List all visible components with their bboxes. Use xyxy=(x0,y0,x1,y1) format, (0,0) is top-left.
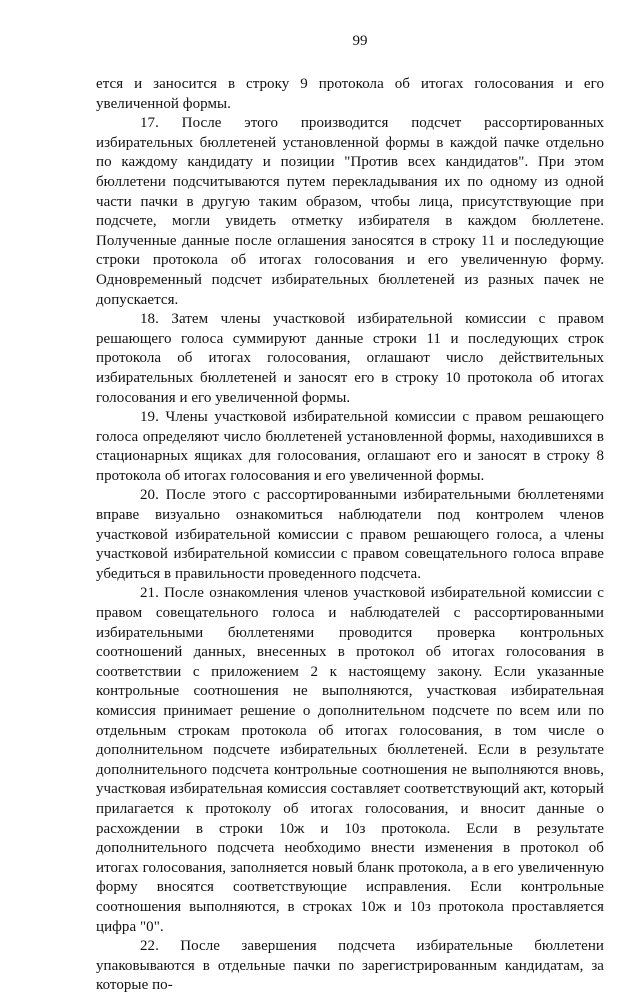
page-number: 99 xyxy=(352,33,368,49)
paragraph-continuation: ется и заносится в строку 9 протокола об итогах голосования и его увеличенной формы. xyxy=(96,76,604,112)
paragraph-17: 17. После этого производится подсчет рассортированных избирательных бюллетеней установленной формы в каждой пачке отдельно по каждому кандидату и позиции "Против всех кандидатов". При этом бюллетени подсчитываются путем перекладывания их по одному из одной части пачки в другую таким образом, чтобы лица, присутствующие при подсчете, могли увидеть отметку избирателя в каждом бюллетене. Полученные данные после оглашения заносятся в строку 11 и последующие строки протокола об итогах голосования и его увеличенную форму. Одновременный подсчет избирательных бюллетеней из разных пачек не допускается. xyxy=(96,115,604,308)
paragraph-18: 18. Затем члены участковой избирательной комиссии с правом решающего голоса суммируют данные строки 11 и последующих строк протокола об итогах голосования, оглашают число действительных избирательных бюллетеней и заносят его в строку 10 протокола об итогах голосования и его увеличенной формы. xyxy=(96,311,604,406)
paragraph-19: 19. Члены участковой избирательной комиссии с правом решающего голоса определяют число бюллетеней установленной формы, находившихся в стационарных ящиках для голосования, оглашают его и заносят в строку 8 протокола об итогах голосования и его увеличенной формы. xyxy=(96,409,604,484)
paragraph-20: 20. После этого с рассортированными избирательными бюллетенями вправе визуально ознакомиться наблюдатели под контролем членов участковой избирательной комиссии с правом решающего голоса, а члены участковой избирательной комиссии с правом совещательного голоса вправе убедиться в правильности проведенного подсчета. xyxy=(96,487,604,582)
document-page xyxy=(96,32,604,996)
paragraph-22: 22. После завершения подсчета избирательные бюллетени упаковываются в отдельные пачки по зарегистрированным кандидатам, за которые по- xyxy=(96,938,604,994)
paragraph-21: 21. После ознакомления членов участковой избирательной комиссии с правом совещательного голоса и наблюдателей с рассортированными избирательными бюллетенями проводится проверка контрольных соотношений данных, внесенных в протокол об итогах голосования в соответствии с приложением 2 к настоящему закону. Если указанные контрольные соотношения не выполняются, участковая избирательная комиссия принимает решение о дополнительном подсчете по всем или по отдельным строкам протокола об итогах голосования, в том числе о дополнительном подсчете избирательных бюллетеней. Если в результате дополнительного подсчета контрольные соотношения не выполняются вновь, участковая избирательная комиссия составляет соответствующий акт, который прилагается к протоколу об итогах голосования, и вносит данные о расхождении в строки 10ж и 10з протокола. Если в результате дополнительного подсчета необходимо внести изменения в протокол об итогах голосования, заполняется новый бланк протокола, а в его увеличенную форму вносятся соответствующие исправления. Если контрольные соотношения выполняются, в строках 10ж и 10з протокола проставляется цифра "0". xyxy=(96,585,604,935)
